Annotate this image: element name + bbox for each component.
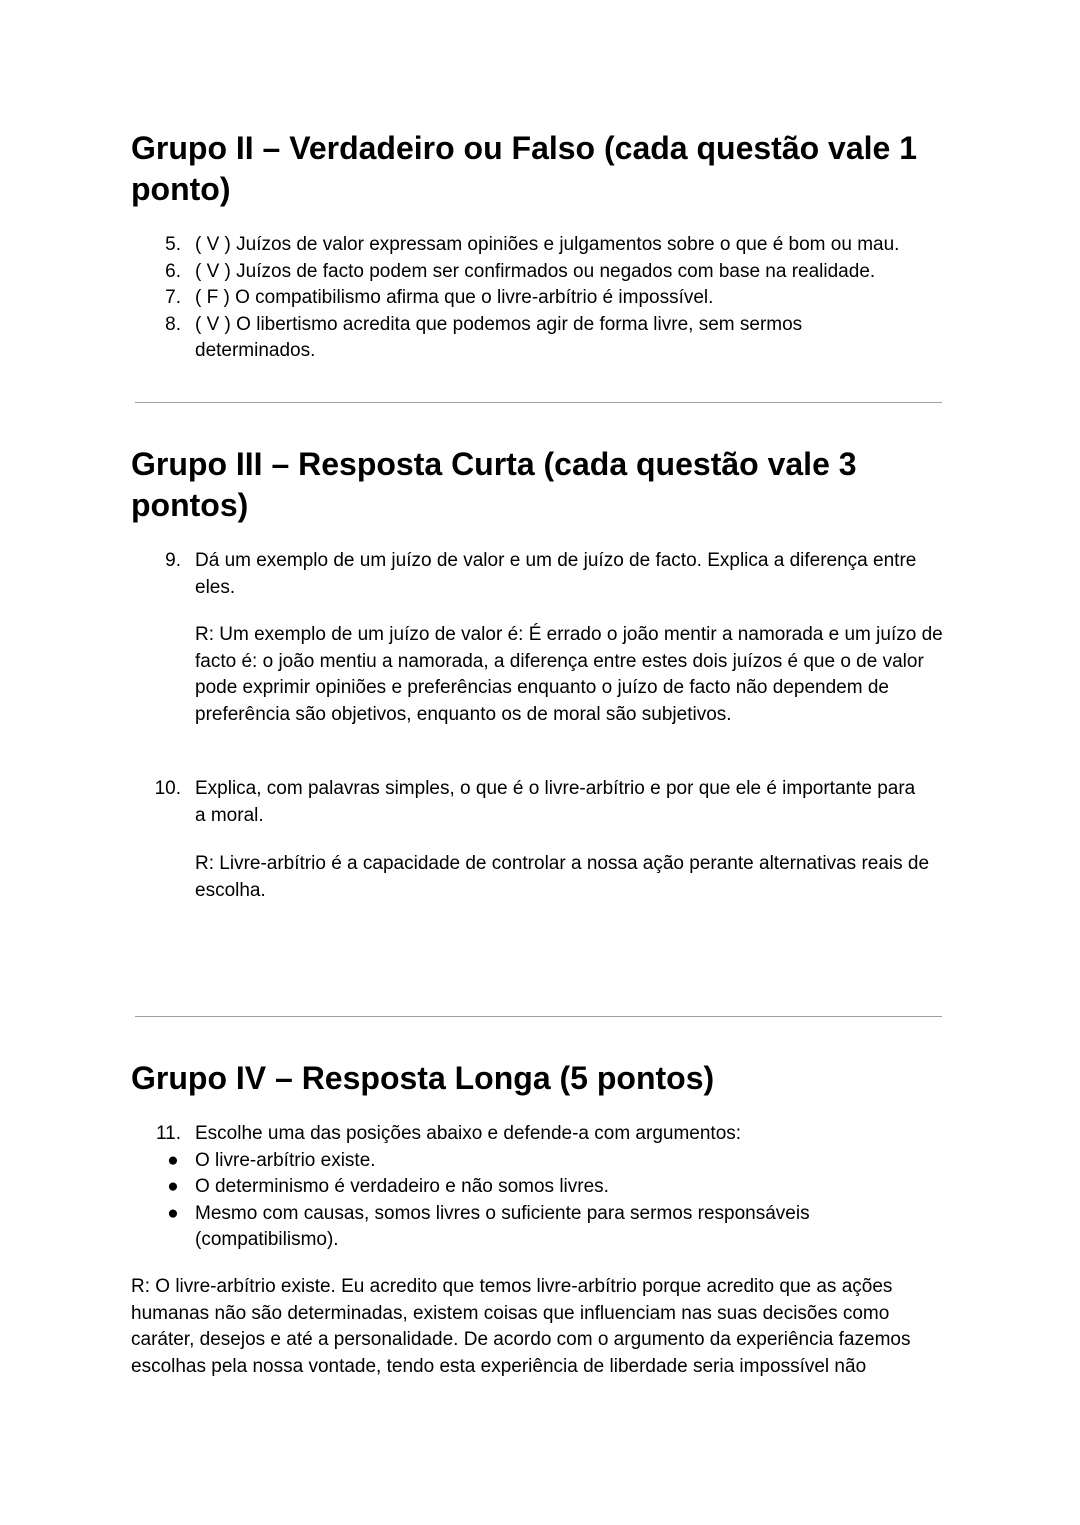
bullet-option bbox=[131, 1148, 921, 1175]
item-text: ( V ) Juízos de valor expressam opiniões e julgamentos sobre o que é bom ou mau. bbox=[195, 234, 900, 255]
group-2-heading: Grupo II – Verdadeiro ou Falso (cada questão vale 1 ponto) bbox=[131, 130, 918, 207]
group-3-heading: Grupo III – Resposta Curta (cada questão vale 3 pontos) bbox=[131, 446, 857, 523]
question-text: Explica, com palavras simples, o que é o livre-arbítrio e por que ele é importante para a moral. bbox=[195, 778, 916, 826]
answer-9: R: Um exemplo de um juízo de valor é: É errado o joão mentir a namorada e um juízo de facto é: o joão mentiu a namorada, a diferença entre estes dois juízos é que o de valor pode exprimir opiniões e preferências enquanto o juízo de facto não dependem de preferência são objetivos, enquanto os de moral são subjetivos. bbox=[195, 624, 943, 725]
list-item bbox=[131, 312, 895, 365]
question-text: Escolhe uma das posições abaixo e defende-a com argumentos: bbox=[195, 1123, 742, 1144]
question-11 bbox=[131, 1121, 921, 1254]
option-text: O determinismo é verdadeiro e não somos livres. bbox=[195, 1176, 609, 1197]
list-item bbox=[131, 548, 921, 601]
item-text: ( F ) O compatibilismo afirma que o livre-arbítrio é impossível. bbox=[195, 287, 714, 308]
item-number: 5. bbox=[165, 234, 181, 255]
item-number: 7. bbox=[165, 287, 181, 308]
bullet-icon: ● bbox=[167, 1149, 179, 1171]
item-number: 10. bbox=[154, 778, 181, 799]
answer-10: R: Livre-arbítrio é a capacidade de controlar a nossa ação perante alternativas reais de escolha. bbox=[195, 853, 930, 901]
bullet-icon: ● bbox=[167, 1176, 179, 1197]
list-item bbox=[131, 259, 951, 286]
item-text: ( V ) O libertismo acredita que podemos agir de forma livre, sem sermos determinados. bbox=[195, 313, 803, 361]
bullet-option bbox=[131, 1174, 921, 1201]
bullet-option bbox=[131, 1201, 875, 1254]
item-number: 6. bbox=[165, 260, 181, 282]
section-divider bbox=[135, 1016, 942, 1017]
group-2-list bbox=[131, 232, 951, 365]
item-number: 8. bbox=[165, 313, 181, 335]
item-text: ( V ) Juízos de facto podem ser confirmados ou negados com base na realidade. bbox=[195, 260, 876, 282]
item-number: 11. bbox=[155, 1123, 181, 1144]
bullet-icon: ● bbox=[167, 1202, 179, 1224]
answer-11: R: O livre-arbítrio existe. Eu acredito que temos livre-arbítrio porque acredito que as ações humanas não são determinadas, existem coisas que influenciam nas suas decisões como caráter, desejos e até a personalidade. De acordo com o argumento da experiência fazemos escolhas pela nossa vontade, tendo esta experiência de liberdade seria impossível não bbox=[131, 1276, 911, 1377]
option-text: O livre-arbítrio existe. bbox=[195, 1149, 376, 1171]
list-item bbox=[131, 285, 951, 312]
item-number: 9. bbox=[165, 550, 181, 571]
list-item bbox=[131, 1121, 921, 1148]
section-divider bbox=[135, 402, 942, 403]
question-9 bbox=[131, 548, 921, 601]
list-item bbox=[131, 232, 951, 259]
question-text: Dá um exemplo de um juízo de valor e um de juízo de facto. Explica a diferença entre eles. bbox=[195, 550, 917, 598]
option-text: Mesmo com causas, somos livres o suficiente para sermos responsáveis (compatibilismo). bbox=[195, 1202, 810, 1250]
group-4-heading: Grupo IV – Resposta Longa (5 pontos) bbox=[131, 1060, 715, 1096]
question-10 bbox=[131, 776, 921, 829]
list-item bbox=[131, 776, 921, 829]
